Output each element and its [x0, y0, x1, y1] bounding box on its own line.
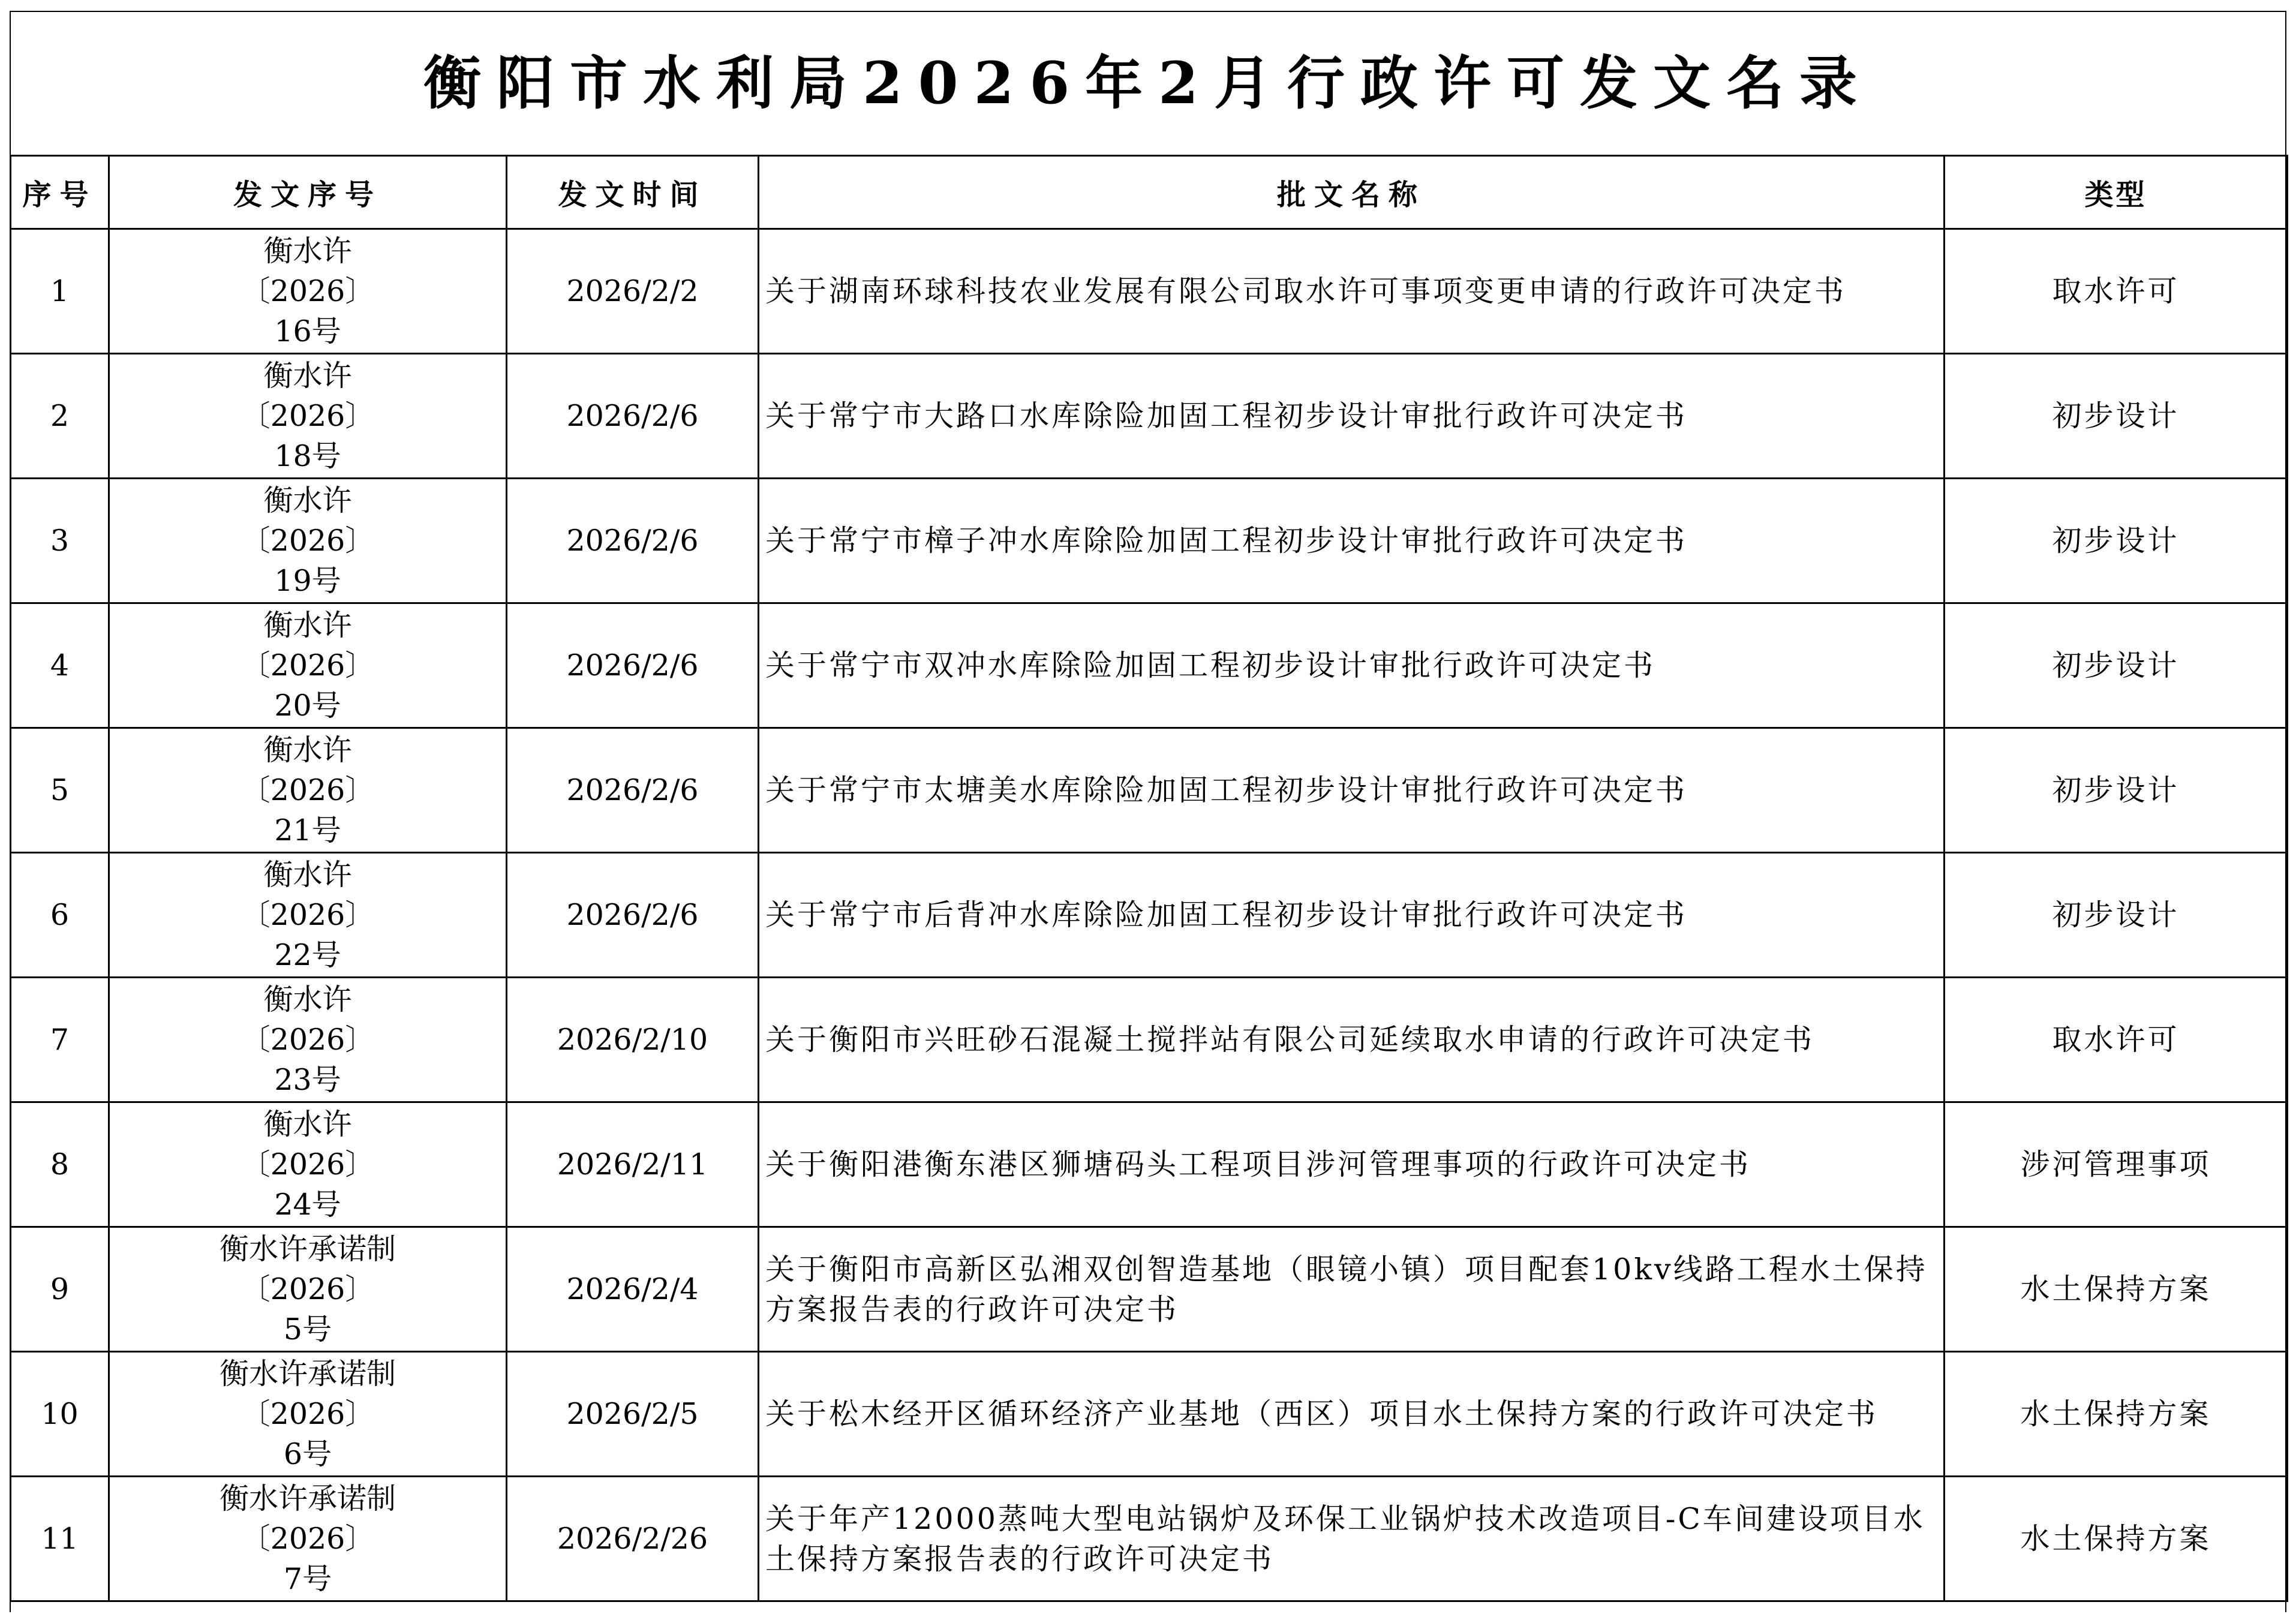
table-row: [11, 1352, 2288, 1477]
cell-seq: 1: [11, 229, 109, 354]
cell-doc-no: [109, 853, 507, 978]
header-name: 批文名称: [759, 156, 1945, 229]
cell-name: 关于常宁市后背冲水库除险加固工程初步设计审批行政许可决定书: [759, 853, 1945, 978]
cell-date: 2026/2/26: [507, 1477, 759, 1601]
cell-type: 水土保持方案: [1945, 1227, 2288, 1352]
cell-name: 关于衡阳市高新区弘湘双创智造基地（眼镜小镇）项目配套10kv线路工程水土保持方案报告表的行政许可决定书: [759, 1227, 1945, 1352]
table-row: [11, 978, 2288, 1102]
table-row: [11, 853, 2288, 978]
document-frame: [10, 11, 2286, 1612]
cell-doc-no: [109, 1102, 507, 1227]
doc-no-line: 衡水许: [263, 982, 352, 1017]
cell-doc-no: [109, 479, 507, 603]
doc-no-line: 〔2026〕: [241, 274, 375, 308]
doc-no-line: 衡水许: [263, 359, 352, 393]
cell-name: 关于常宁市樟子冲水库除险加固工程初步设计审批行政许可决定书: [759, 479, 1945, 603]
cell-seq: 11: [11, 1477, 109, 1601]
cell-name: 关于年产12000蒸吨大型电站锅炉及环保工业锅炉技术改造项目-C车间建设项目水土保持方案报告表的行政许可决定书: [759, 1477, 1945, 1601]
doc-no-line: 〔2026〕: [241, 1272, 375, 1306]
header-type: 类型: [1945, 156, 2288, 229]
cell-type: 涉河管理事项: [1945, 1102, 2288, 1227]
cell-doc-no: [109, 1227, 507, 1352]
doc-no-line: 23号: [274, 1063, 341, 1097]
cell-date: 2026/2/4: [507, 1227, 759, 1352]
header-doc-no: 发文序号: [109, 156, 507, 229]
cell-type: 水土保持方案: [1945, 1352, 2288, 1477]
doc-no-line: 〔2026〕: [241, 773, 375, 807]
cell-date: 2026/2/2: [507, 229, 759, 354]
table-header-row: [11, 156, 2288, 229]
cell-doc-no: [109, 728, 507, 853]
title-area: [11, 12, 2285, 155]
cell-type: 初步设计: [1945, 354, 2288, 479]
doc-no-line: 22号: [274, 938, 341, 972]
cell-seq: 4: [11, 603, 109, 728]
doc-no-line: 〔2026〕: [241, 1147, 375, 1182]
cell-date: 2026/2/10: [507, 978, 759, 1102]
cell-type: 初步设计: [1945, 728, 2288, 853]
cell-type: 初步设计: [1945, 479, 2288, 603]
cell-date: 2026/2/6: [507, 853, 759, 978]
table-row: [11, 1227, 2288, 1352]
doc-no-line: 衡水许承诺制: [219, 1357, 396, 1391]
table-row: [11, 1102, 2288, 1227]
table-row: [11, 728, 2288, 853]
doc-no-line: 20号: [274, 689, 341, 723]
table-row: [11, 603, 2288, 728]
doc-no-line: 〔2026〕: [241, 1522, 375, 1556]
cell-name: 关于常宁市大路口水库除险加固工程初步设计审批行政许可决定书: [759, 354, 1945, 479]
cell-seq: 2: [11, 354, 109, 479]
cell-name: 关于常宁市双冲水库除险加固工程初步设计审批行政许可决定书: [759, 603, 1945, 728]
cell-date: 2026/2/11: [507, 1102, 759, 1227]
doc-no-line: 衡水许: [263, 483, 352, 518]
doc-no-line: 衡水许: [263, 234, 352, 268]
doc-no-line: 24号: [274, 1188, 341, 1222]
table-row: [11, 354, 2288, 479]
cell-date: 2026/2/5: [507, 1352, 759, 1477]
doc-no-line: 19号: [274, 564, 341, 598]
cell-date: 2026/2/6: [507, 354, 759, 479]
cell-date: 2026/2/6: [507, 603, 759, 728]
cell-name: 关于松木经开区循环经济产业基地（西区）项目水土保持方案的行政许可决定书: [759, 1352, 1945, 1477]
cell-doc-no: [109, 1352, 507, 1477]
cell-seq: 10: [11, 1352, 109, 1477]
doc-no-line: 衡水许: [263, 1107, 352, 1141]
cell-date: 2026/2/6: [507, 728, 759, 853]
doc-no-line: 16号: [274, 314, 341, 348]
cell-doc-no: [109, 1477, 507, 1601]
cell-type: 初步设计: [1945, 603, 2288, 728]
cell-doc-no: [109, 978, 507, 1102]
doc-no-line: 衡水许承诺制: [219, 1481, 396, 1516]
doc-no-line: 衡水许: [263, 608, 352, 642]
doc-no-line: 18号: [274, 439, 341, 473]
cell-seq: 7: [11, 978, 109, 1102]
doc-no-line: 〔2026〕: [241, 1397, 375, 1431]
cell-seq: 9: [11, 1227, 109, 1352]
doc-no-line: 〔2026〕: [241, 524, 375, 558]
cell-type: 水土保持方案: [1945, 1477, 2288, 1601]
doc-no-line: 21号: [274, 813, 341, 847]
cell-doc-no: [109, 603, 507, 728]
doc-no-line: 衡水许: [263, 858, 352, 892]
doc-no-line: 5号: [283, 1312, 332, 1347]
permit-table: [10, 155, 2288, 1602]
table-row: [11, 1477, 2288, 1601]
cell-name: 关于衡阳港衡东港区狮塘码头工程项目涉河管理事项的行政许可决定书: [759, 1102, 1945, 1227]
cell-seq: 6: [11, 853, 109, 978]
table-row: [11, 229, 2288, 354]
cell-name: 关于衡阳市兴旺砂石混凝土搅拌站有限公司延续取水申请的行政许可决定书: [759, 978, 1945, 1102]
cell-type: 取水许可: [1945, 229, 2288, 354]
doc-no-line: 衡水许: [263, 733, 352, 767]
cell-doc-no: [109, 229, 507, 354]
cell-name: 关于常宁市太塘美水库除险加固工程初步设计审批行政许可决定书: [759, 728, 1945, 853]
header-date: 发文时间: [507, 156, 759, 229]
cell-doc-no: [109, 354, 507, 479]
doc-no-line: 〔2026〕: [241, 1023, 375, 1057]
cell-type: 取水许可: [1945, 978, 2288, 1102]
doc-no-line: 〔2026〕: [241, 898, 375, 932]
doc-no-line: 7号: [283, 1562, 332, 1596]
cell-seq: 8: [11, 1102, 109, 1227]
cell-seq: 3: [11, 479, 109, 603]
header-seq: 序号: [11, 156, 109, 229]
table-row: [11, 479, 2288, 603]
doc-no-line: 6号: [283, 1437, 332, 1471]
cell-date: 2026/2/6: [507, 479, 759, 603]
cell-name: 关于湖南环球科技农业发展有限公司取水许可事项变更申请的行政许可决定书: [759, 229, 1945, 354]
doc-no-line: 〔2026〕: [241, 399, 375, 433]
page-title: 衡阳市水利局2026年2月行政许可发文名录: [423, 49, 1873, 117]
cell-type: 初步设计: [1945, 853, 2288, 978]
doc-no-line: 衡水许承诺制: [219, 1232, 396, 1266]
cell-seq: 5: [11, 728, 109, 853]
doc-no-line: 〔2026〕: [241, 648, 375, 683]
